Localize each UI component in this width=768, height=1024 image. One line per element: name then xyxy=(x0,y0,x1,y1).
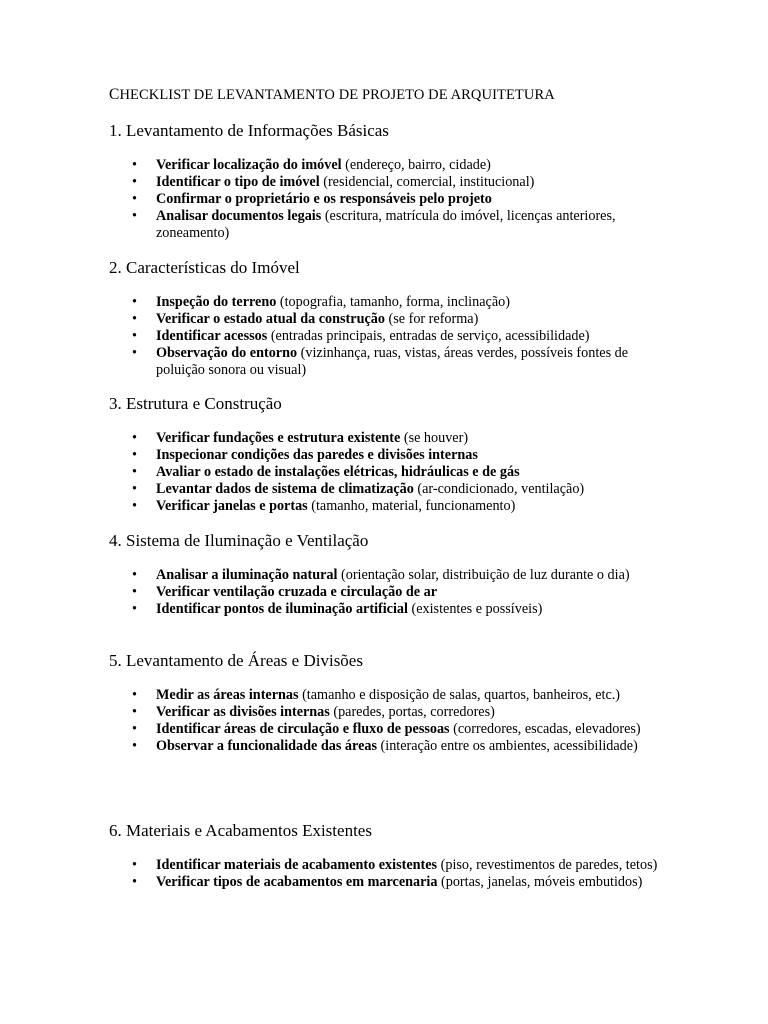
section-3 xyxy=(109,394,669,515)
section-heading: 2. Características do Imóvel xyxy=(109,258,300,277)
bullet-icon: • xyxy=(132,481,137,497)
checklist-item xyxy=(109,311,669,328)
checklist-item xyxy=(109,738,669,755)
bullet-icon: • xyxy=(132,447,137,463)
section-4 xyxy=(109,531,669,618)
item-detail: (existentes e possíveis) xyxy=(407,601,543,617)
checklist-item xyxy=(109,430,669,447)
checklist xyxy=(109,687,669,755)
item-detail: (tamanho e disposição de salas, quartos, banheiros, etc.) xyxy=(298,687,621,703)
item-detail: (residencial, comercial, institucional) xyxy=(319,174,535,190)
item-bold: Identificar pontos de iluminação artificial xyxy=(156,601,408,617)
item-detail: (escritura, matrícula do imóvel, licenças anteriores, zoneamento) xyxy=(156,208,616,241)
item-detail: (corredores, escadas, elevadores) xyxy=(449,721,641,737)
item-bold: Verificar o estado atual da construção xyxy=(156,311,385,327)
item-detail: (interação entre os ambientes, acessibilidade) xyxy=(376,738,638,754)
section-5 xyxy=(109,651,669,755)
bullet-icon: • xyxy=(132,704,137,720)
section-heading: 5. Levantamento de Áreas e Divisões xyxy=(109,651,363,670)
title-rest: HECKLIST DE LEVANTAMENTO DE PROJETO DE ARQUITETURA xyxy=(119,87,555,103)
item-detail: (piso, revestimentos de paredes, tetos) xyxy=(437,857,658,873)
item-bold: Verificar fundações e estrutura existente xyxy=(156,430,401,446)
checklist-item xyxy=(109,345,669,379)
item-bold: Identificar acessos xyxy=(156,328,268,344)
bullet-icon: • xyxy=(132,721,137,737)
item-bold: Identificar áreas de circulação e fluxo de pessoas xyxy=(156,721,450,737)
checklist-item xyxy=(109,208,669,242)
checklist xyxy=(109,157,669,242)
checklist-item xyxy=(109,191,669,208)
checklist-item xyxy=(109,328,669,345)
document-title xyxy=(109,86,555,104)
item-bold: Levantar dados de sistema de climatização xyxy=(156,481,414,497)
checklist-item xyxy=(109,157,669,174)
checklist xyxy=(109,294,669,379)
item-detail: (topografia, tamanho, forma, inclinação) xyxy=(276,294,510,310)
checklist-item xyxy=(109,687,669,704)
bullet-icon: • xyxy=(132,294,137,310)
bullet-icon: • xyxy=(132,174,137,190)
item-detail: (entradas principais, entradas de serviço, acessibilidade) xyxy=(267,328,590,344)
item-bold: Confirmar o proprietário e os responsáveis pelo projeto xyxy=(156,191,492,207)
checklist-item xyxy=(109,721,669,738)
item-bold: Verificar localização do imóvel xyxy=(156,157,342,173)
item-detail: (se houver) xyxy=(400,430,469,446)
item-bold: Identificar materiais de acabamento existentes xyxy=(156,857,438,873)
section-heading: 4. Sistema de Iluminação e Ventilação xyxy=(109,531,369,550)
bullet-icon: • xyxy=(132,345,137,361)
checklist-item xyxy=(109,464,669,481)
checklist-item xyxy=(109,704,669,721)
item-bold: Inspecionar condições das paredes e divisões internas xyxy=(156,447,478,463)
item-bold: Avaliar o estado de instalações elétricas, hidráulicas e de gás xyxy=(156,464,520,480)
item-bold: Verificar tipos de acabamentos em marcenaria xyxy=(156,874,438,890)
item-bold: Verificar as divisões internas xyxy=(156,704,330,720)
item-detail: (paredes, portas, corredores) xyxy=(329,704,495,720)
bullet-icon: • xyxy=(132,874,137,890)
checklist-item xyxy=(109,567,669,584)
bullet-icon: • xyxy=(132,601,137,617)
item-detail: (se for reforma) xyxy=(384,311,479,327)
checklist xyxy=(109,857,669,891)
bullet-icon: • xyxy=(132,311,137,327)
item-bold: Medir as áreas internas xyxy=(156,687,299,703)
section-heading: 3. Estrutura e Construção xyxy=(109,394,282,413)
checklist-item xyxy=(109,447,669,464)
checklist-item xyxy=(109,601,669,618)
bullet-icon: • xyxy=(132,738,137,754)
checklist-item xyxy=(109,874,669,891)
checklist-item xyxy=(109,498,669,515)
item-bold: Identificar o tipo de imóvel xyxy=(156,174,320,190)
section-1 xyxy=(109,121,669,242)
bullet-icon: • xyxy=(132,498,137,514)
checklist xyxy=(109,567,669,618)
item-detail: (portas, janelas, móveis embutidos) xyxy=(437,874,643,890)
item-bold: Analisar documentos legais xyxy=(156,208,322,224)
item-detail: (tamanho, material, funcionamento) xyxy=(307,498,516,514)
item-detail: (ar-condicionado, ventilação) xyxy=(413,481,585,497)
section-2 xyxy=(109,258,669,379)
title-initial: C xyxy=(109,86,120,103)
section-heading: 6. Materiais e Acabamentos Existentes xyxy=(109,821,372,840)
bullet-icon: • xyxy=(132,191,137,207)
bullet-icon: • xyxy=(132,328,137,344)
bullet-icon: • xyxy=(132,567,137,583)
section-heading: 1. Levantamento de Informações Básicas xyxy=(109,121,389,140)
section-6 xyxy=(109,821,669,891)
item-bold: Observação do entorno xyxy=(156,345,298,361)
item-bold: Verificar janelas e portas xyxy=(156,498,308,514)
bullet-icon: • xyxy=(132,464,137,480)
item-bold: Verificar ventilação cruzada e circulação de ar xyxy=(156,584,438,600)
item-bold: Analisar a iluminação natural xyxy=(156,567,338,583)
item-bold: Observar a funcionalidade das áreas xyxy=(156,738,377,754)
bullet-icon: • xyxy=(132,687,137,703)
item-bold: Inspeção do terreno xyxy=(156,294,277,310)
bullet-icon: • xyxy=(132,430,137,446)
checklist xyxy=(109,430,669,515)
item-detail: (endereço, bairro, cidade) xyxy=(341,157,491,173)
checklist-item xyxy=(109,481,669,498)
checklist-item xyxy=(109,857,669,874)
checklist-item xyxy=(109,584,669,601)
bullet-icon: • xyxy=(132,157,137,173)
item-detail: (vizinhança, ruas, vistas, áreas verdes, possíveis fontes de poluição sonora ou visual) xyxy=(156,345,629,378)
checklist-item xyxy=(109,294,669,311)
item-detail: (orientação solar, distribuição de luz durante o dia) xyxy=(337,567,630,583)
checklist-item xyxy=(109,174,669,191)
bullet-icon: • xyxy=(132,208,137,224)
bullet-icon: • xyxy=(132,857,137,873)
bullet-icon: • xyxy=(132,584,137,600)
